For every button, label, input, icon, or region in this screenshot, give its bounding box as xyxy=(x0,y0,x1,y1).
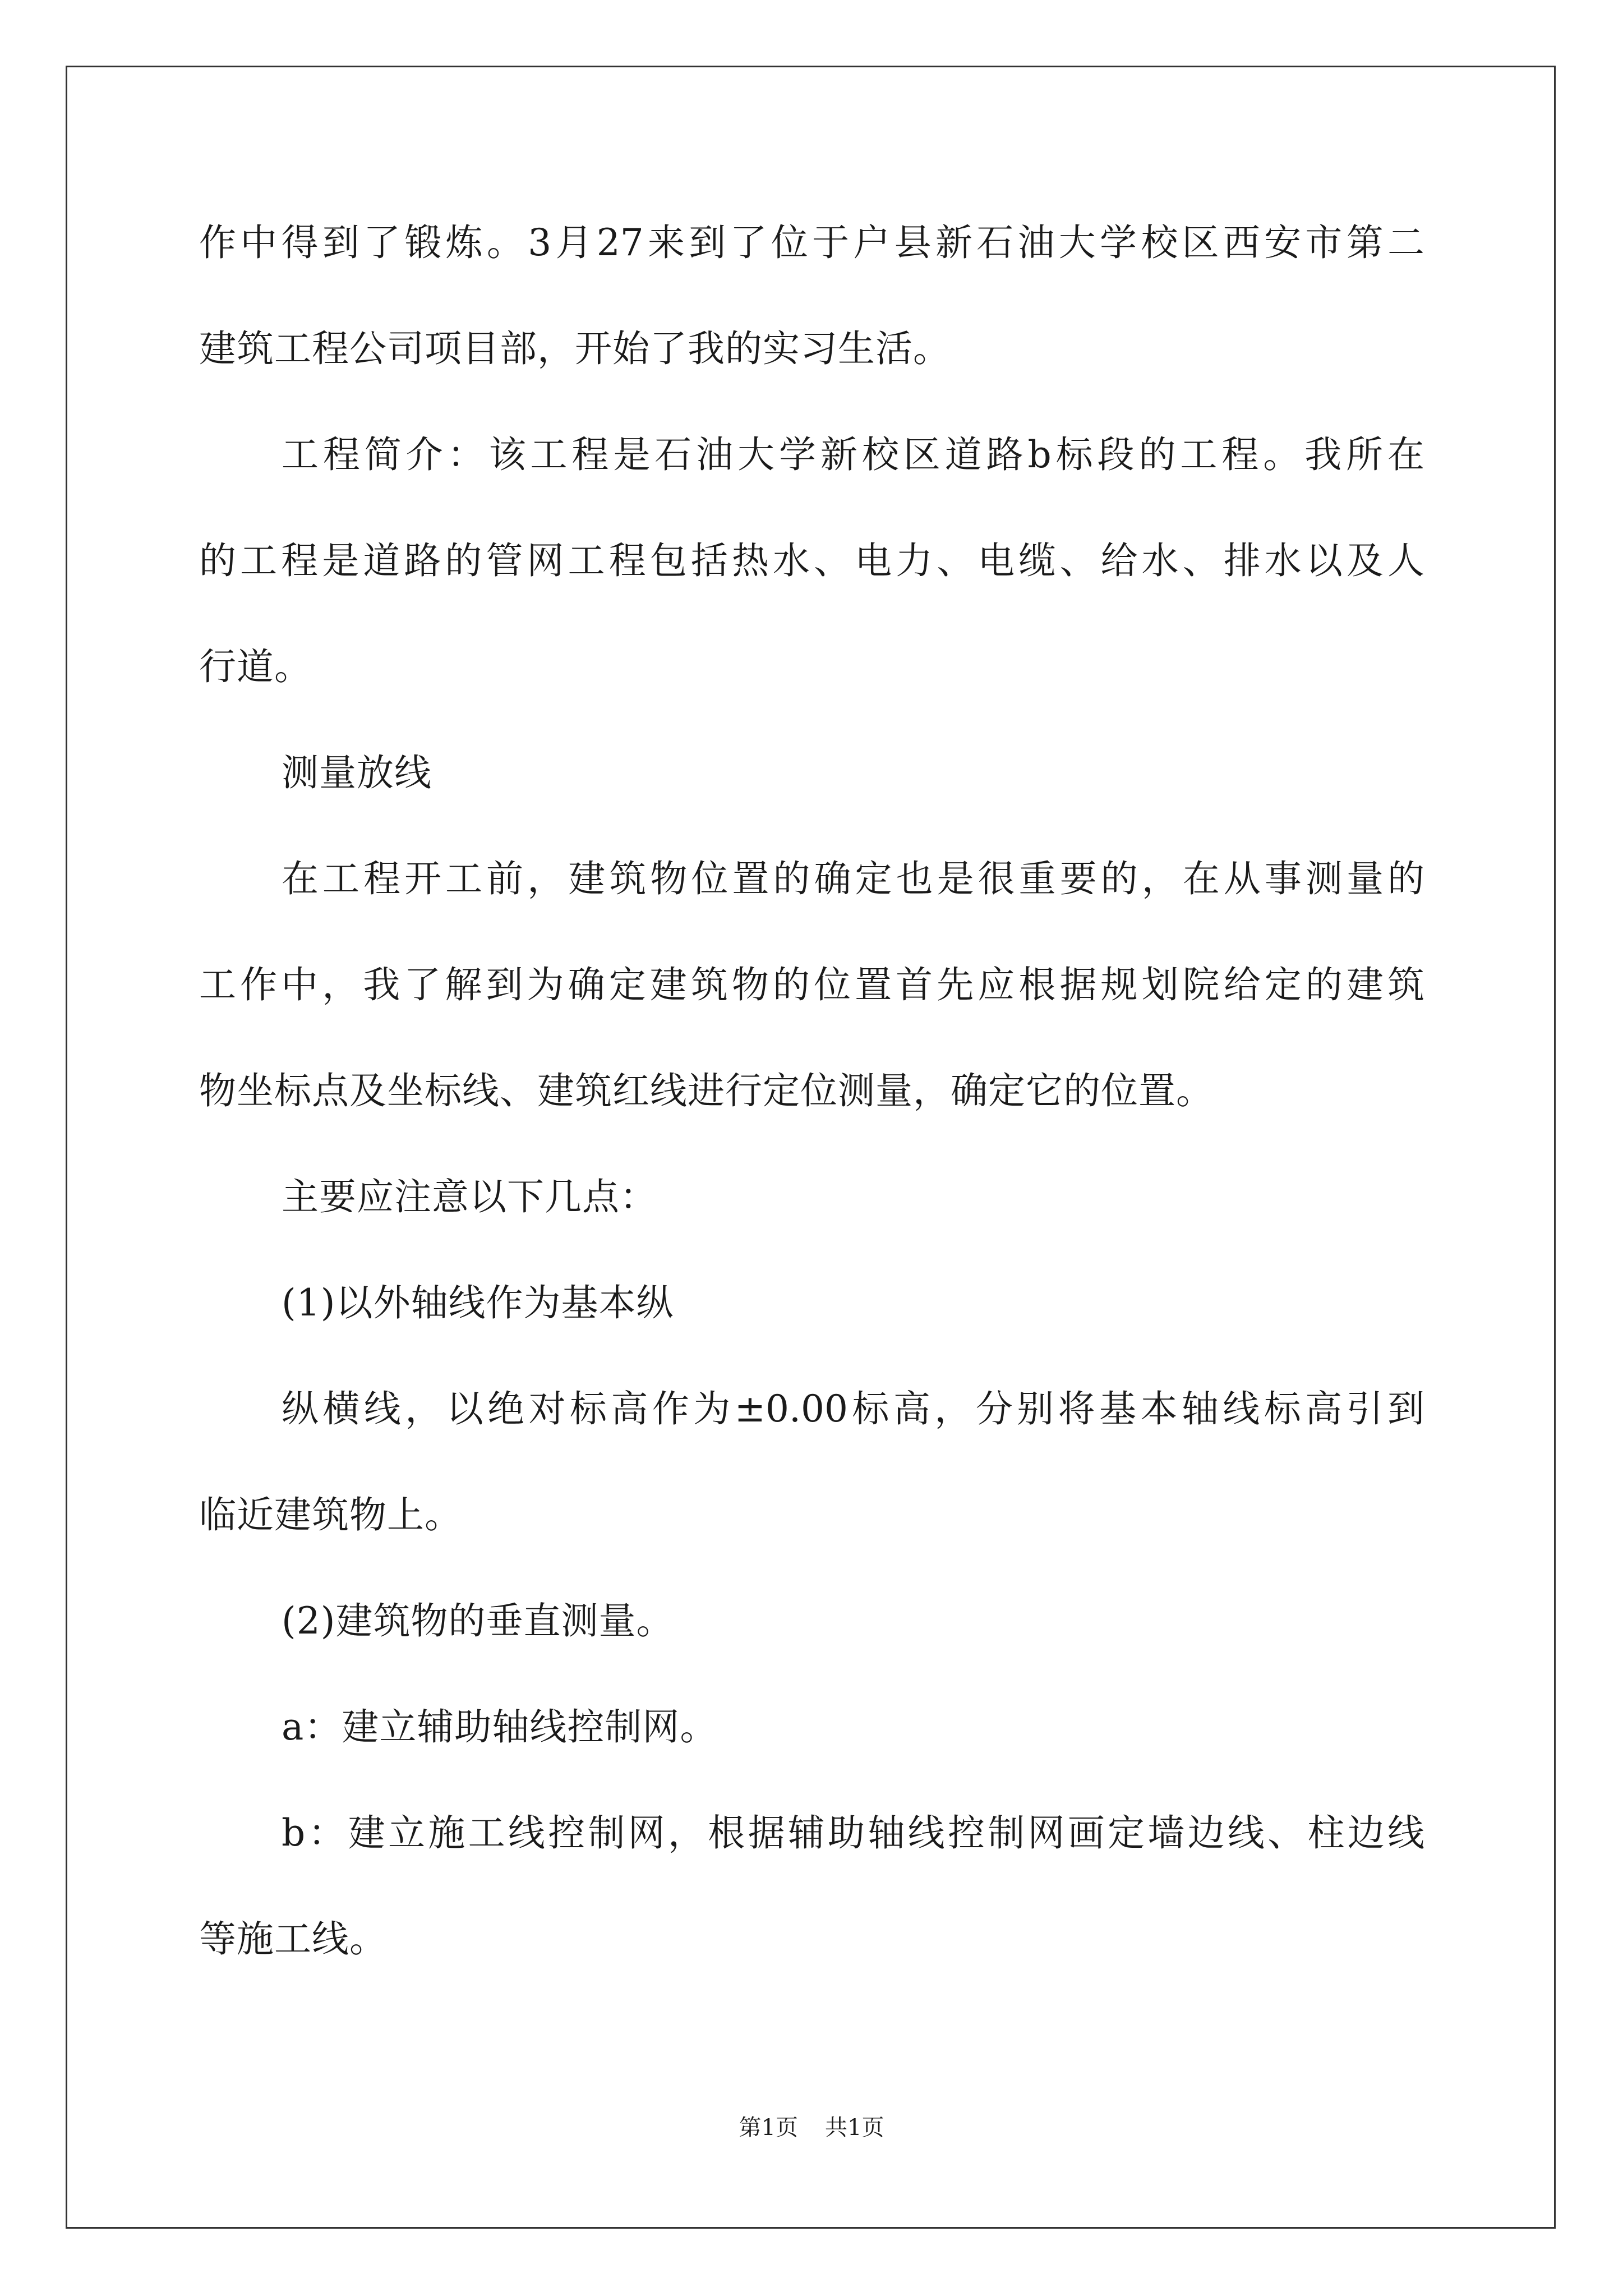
text-line: 物坐标点及坐标线、建筑红线进行定位测量，确定它的位置。 xyxy=(199,1069,1214,1112)
page-border xyxy=(66,66,1556,2229)
list-item: (1)以外轴线作为基本纵 xyxy=(282,1281,674,1324)
text-line: 在工程开工前，建筑物位置的确定也是很重要的，在从事测量的 xyxy=(282,857,1424,900)
list-item: (2)建筑物的垂直测量。 xyxy=(282,1599,674,1642)
text-line: 等施工线。 xyxy=(199,1917,387,1961)
text-line: 纵横线，以绝对标高作为±0.00标高，分别将基本轴线标高引到 xyxy=(282,1387,1424,1430)
text-line: 工作中，我了解到为确定建筑物的位置首先应根据规划院给定的建筑 xyxy=(199,963,1424,1006)
page-number: 第1页 xyxy=(739,2115,798,2141)
text-line: 行道。 xyxy=(199,645,312,688)
text-line: 建筑工程公司项目部，开始了我的实习生活。 xyxy=(199,327,951,370)
text-line: 作中得到了锻炼。3月27来到了位于户县新石油大学校区西安市第二 xyxy=(199,221,1424,264)
list-item: b：建立施工线控制网，根据辅助轴线控制网画定墙边线、柱边线 xyxy=(282,1811,1424,1855)
page-total: 共1页 xyxy=(825,2115,884,2141)
text-line: 工程简介：该工程是石油大学新校区道路b标段的工程。我所在 xyxy=(282,433,1424,476)
list-item: a：建立辅助轴线控制网。 xyxy=(282,1705,718,1749)
text-line: 主要应注意以下几点： xyxy=(282,1175,657,1218)
section-heading: 测量放线 xyxy=(282,751,432,794)
text-line: 临近建筑物上。 xyxy=(199,1493,462,1536)
page-footer xyxy=(0,2116,1623,2139)
text-line: 的工程是道路的管网工程包括热水、电力、电缆、给水、排水以及人 xyxy=(199,539,1424,582)
